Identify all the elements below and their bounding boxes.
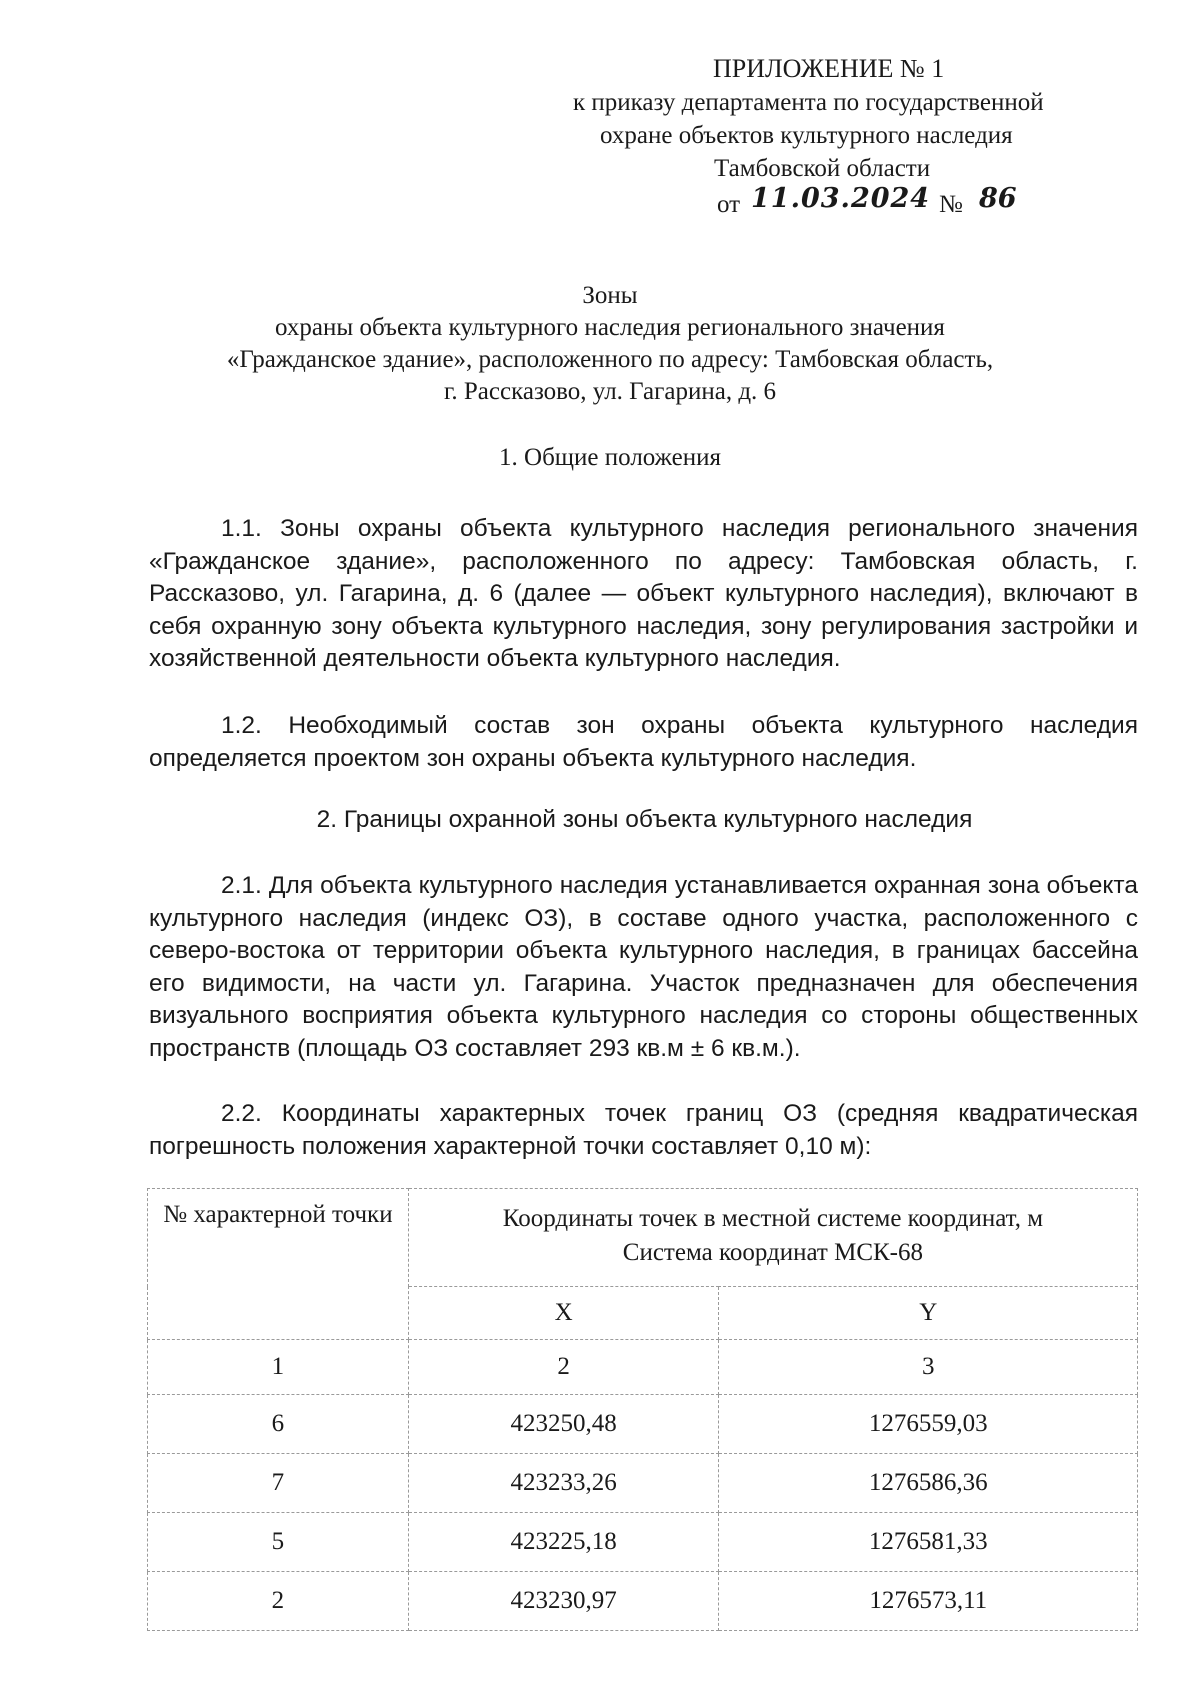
coordinates-header-line: Координаты точек в местной системе координат, м (502, 1205, 1044, 1232)
x-coordinate-cell: 423250,48 (408, 1395, 719, 1454)
x-coordinate-cell: 423230,97 (408, 1572, 719, 1631)
order-reference-line: охране объектов культурного наследия (600, 122, 1013, 149)
table-row (148, 1395, 1138, 1454)
column-header-point: № характерной точки (148, 1189, 409, 1340)
y-coordinate-cell: 1276586,36 (719, 1454, 1138, 1513)
paragraph-1-1: 1.1. Зоны охраны объекта культурного наследия регионального значения «Гражданское здание», расположенного по адресу: Тамбовская область, г. Рассказово, ул. Гагарина, д. 6 (далее — объект культурного наследия), включают в себя охранную зону объекта культурного наследия, зону регулирования застройки и хозяйственной деятельности объекта культурного наследия. (149, 515, 1138, 672)
order-date-row (717, 184, 1057, 220)
coordinates-table (147, 1188, 1138, 1631)
column-number-row (148, 1340, 1138, 1395)
handwritten-order-number: 86 (979, 183, 1017, 214)
title-line: охраны объекта культурного наследия регионального значения (275, 314, 945, 341)
table-row (148, 1454, 1138, 1513)
y-coordinate-cell: 1276581,33 (719, 1513, 1138, 1572)
title-line: г. Рассказово, ул. Гагарина, д. 6 (443, 378, 777, 405)
handwritten-date: 11.03.2024 (751, 183, 931, 214)
point-number-cell: 2 (148, 1572, 409, 1631)
order-reference-line: Тамбовской области (714, 155, 931, 182)
order-reference-line: к приказу департамента по государственной (573, 89, 1044, 116)
table-row (148, 1513, 1138, 1572)
paragraph-2-2: 2.2. Координаты характерных точек границ ОЗ (средняя квадратическая погрешность положения характерной точки составляет 0,10 м): (149, 1100, 1138, 1160)
coordinates-header-line: Система координат МСК-68 (622, 1239, 924, 1266)
table-header-row (148, 1189, 1138, 1287)
column-header-x: X (408, 1287, 719, 1340)
paragraph-2-1: 2.1. Для объекта культурного наследия устанавливается охранная зона объекта культурного наследия (индекс ОЗ), в составе одного участка, расположенного с северо-востока от территории объекта культурного наследия, в границах бассейна его видимости, на части ул. Гагарина. Участок предназначен для обеспечения визуального восприятия объекта культурного наследия со стороны общественных пространств (площадь ОЗ составляет 293 кв.м ± 6 кв.м.). (149, 872, 1138, 1062)
number-prefix: № (939, 191, 963, 218)
column-header-y: Y (719, 1287, 1138, 1340)
date-prefix: от (717, 191, 741, 218)
column-number: 3 (719, 1340, 1138, 1395)
point-number-cell: 6 (148, 1395, 409, 1454)
document-title (150, 280, 1070, 408)
column-number: 2 (408, 1340, 719, 1395)
x-coordinate-cell: 423233,26 (408, 1454, 719, 1513)
paragraph-1-2: 1.2. Необходимый состав зон охраны объекта культурного наследия определяется проектом зон охраны объекта культурного наследия. (149, 712, 1138, 772)
appendix-title: ПРИЛОЖЕНИЕ № 1 (713, 54, 945, 83)
section-heading: 1. Общие положения (499, 444, 721, 471)
title-line: Зоны (582, 282, 638, 309)
section-heading: 2. Границы охранной зоны объекта культурного наследия (316, 806, 973, 833)
column-number: 1 (148, 1340, 409, 1395)
x-coordinate-cell: 423225,18 (408, 1513, 719, 1572)
table-row (148, 1572, 1138, 1631)
column-header-coordinates (408, 1189, 1137, 1287)
title-line: «Гражданское здание», расположенного по адресу: Тамбовская область, (226, 346, 994, 373)
point-number-cell: 7 (148, 1454, 409, 1513)
y-coordinate-cell: 1276559,03 (719, 1395, 1138, 1454)
y-coordinate-cell: 1276573,11 (719, 1572, 1138, 1631)
point-number-cell: 5 (148, 1513, 409, 1572)
